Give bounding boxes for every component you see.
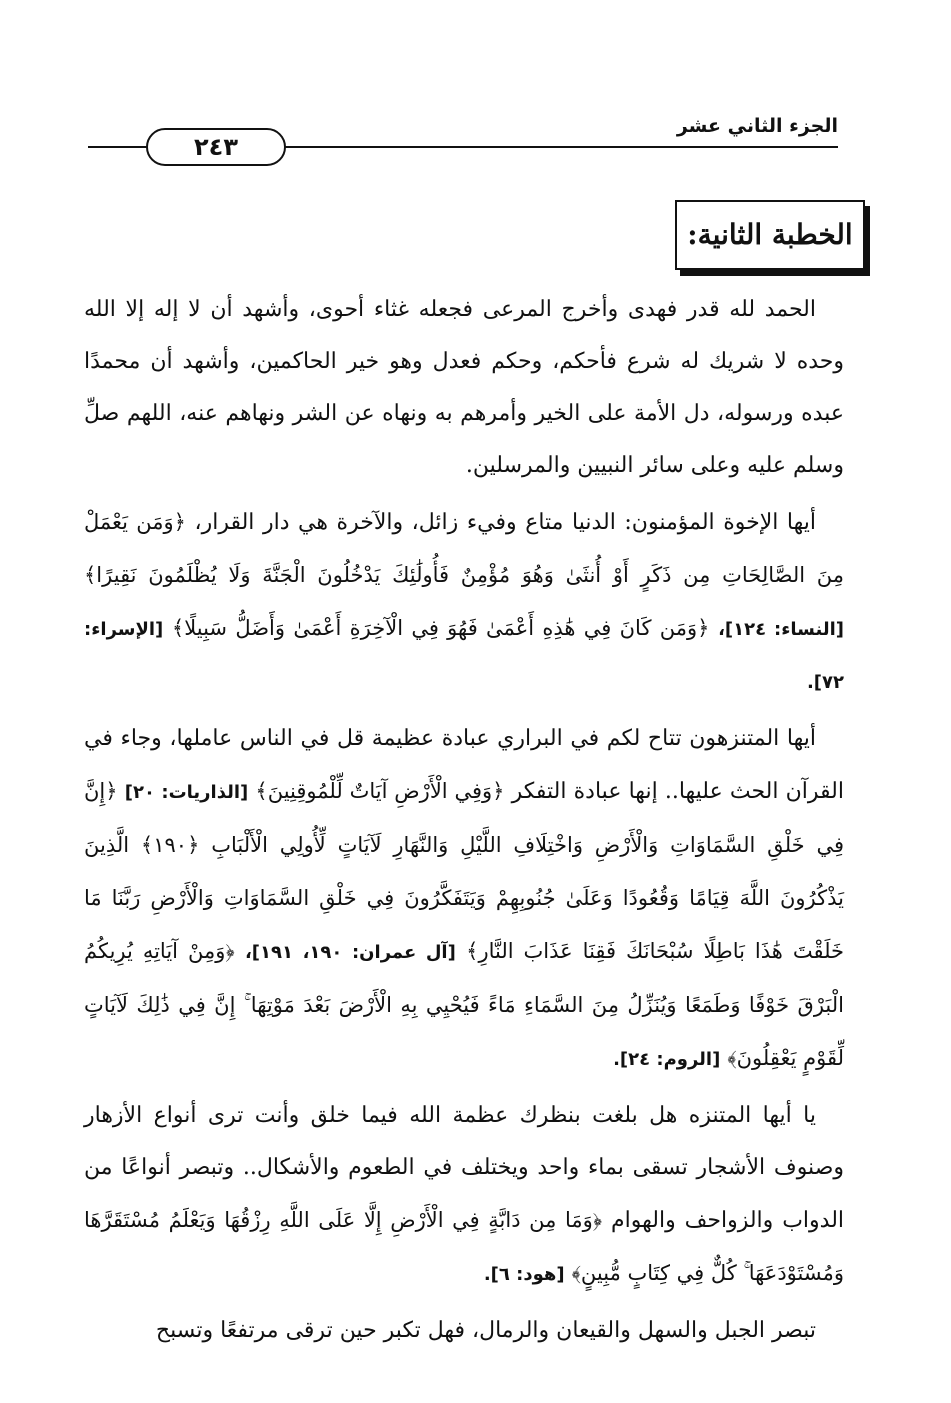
quran-verse: ﴿وَمَن يَعْمَلْ مِنَ الصَّالِحَاتِ مِن ذَكَرٍ أَوْ أُنثَىٰ وَهُوَ مُؤْمِنٌ فَأُولَٰئِكَ يَدْخُلُونَ الْجَنَّةَ وَلَا يُظْلَمُونَ نَقِيرًا﴾ bbox=[84, 510, 844, 587]
paragraph-4 bbox=[84, 1090, 844, 1301]
quran-verse: ﴿وَمَا مِن دَابَّةٍ فِي الْأَرْضِ إِلَّا عَلَى اللَّهِ رِزْقُهَا وَيَعْلَمُ مُسْتَقَرَّهَا وَمُسْتَوْدَعَهَا ۚ كُلٌّ فِي كِتَابٍ مُّبِينٍ﴾ bbox=[84, 1208, 844, 1285]
verse-reference: [آل عمران: ١٩٠، ١٩١]، bbox=[244, 942, 456, 963]
paragraph-text: يا أيها المتنزه هل بلغت بنظرك عظمة الله فيما خلق وأنت ترى أنواع الأزهار وصنوف الأشجار تسقى بماء واحد ويختلف في الطعوم والأشكال.. وتبصر أنواعًا من الدواب والزواحف والهوام bbox=[84, 1103, 845, 1233]
section-heading-box bbox=[675, 200, 865, 270]
paragraph-2 bbox=[84, 496, 844, 709]
verse-reference: [الذاريات: ٢٠] bbox=[124, 782, 249, 803]
verse-reference: [النساء: ١٢٤]، bbox=[718, 619, 844, 640]
paragraph-text: أيها المتنزهون تتاح لكم في البراري عبادة عظيمة قل في الناس عاملها، وجاء في القرآن الحث عليها.. إنها عبادة التفكر bbox=[84, 726, 844, 804]
verse-reference: [هود: ٦]. bbox=[483, 1264, 565, 1285]
quran-verse: ﴿إِنَّ فِي خَلْقِ السَّمَاوَاتِ وَالْأَرْضِ وَاخْتِلَافِ اللَّيْلِ وَالنَّهَارِ لَآيَاتٍ لِّأُولِي الْأَلْبَابِ ﴿١٩٠﴾ الَّذِينَ يَذْكُرُونَ اللَّهَ قِيَامًا وَقُعُودًا وَعَلَىٰ جُنُوبِهِمْ وَيَتَفَكَّرُونَ فِي خَلْقِ السَّمَاوَاتِ وَالْأَرْضِ رَبَّنَا مَا خَلَقْتَ هَٰذَا بَاطِلًا سُبْحَانَكَ فَقِنَا عَذَابَ النَّارِ﴾ bbox=[84, 779, 844, 963]
running-title: الجزء الثاني عشر bbox=[676, 115, 838, 137]
paragraph-5 bbox=[84, 1305, 844, 1357]
verse-reference: [الروم: ٢٤]. bbox=[613, 1049, 721, 1070]
verse-reference: [الإسراء: ٧٢]. bbox=[84, 619, 844, 693]
paragraph-1 bbox=[84, 284, 844, 492]
quran-verse: ﴿وَفِي الْأَرْضِ آيَاتٌ لِّلْمُوقِنِينَ﴾ bbox=[255, 779, 505, 803]
paragraph-text: الحمد لله قدر فهدى وأخرج المرعى فجعله غثاء أحوى، وأشهد أن لا إله إلا الله وحده لا شريك له شرع فأحكم، وحكم فعدل وهو خير الحاكمين، وأشهد أن محمدًا عبده ورسوله، دل الأمة على الخير وأمرهم به ونهاه عن الشر ونهاهم عنه، اللهم صلِّ وسلم عليه وعلى سائر النبيين والمرسلين. bbox=[84, 297, 844, 478]
quran-verse: ﴿وَمِنْ آيَاتِهِ يُرِيكُمُ الْبَرْقَ خَوْفًا وَطَمَعًا وَيُنَزِّلُ مِنَ السَّمَاءِ مَاءً فَيُحْيِي بِهِ الْأَرْضَ بَعْدَ مَوْتِهَا ۚ إِنَّ فِي ذَٰلِكَ لَآيَاتٍ لِّقَوْمٍ يَعْقِلُونَ﴾ bbox=[84, 939, 844, 1070]
quran-verse: ﴿وَمَن كَانَ فِي هَٰذِهِ أَعْمَىٰ فَهُوَ فِي الْآخِرَةِ أَعْمَىٰ وَأَضَلُّ سَبِيلًا﴾ bbox=[171, 616, 710, 640]
page-number: ٢٤٣ bbox=[146, 128, 286, 166]
body-text bbox=[84, 284, 844, 1361]
page-header bbox=[88, 110, 838, 170]
paragraph-3 bbox=[84, 713, 844, 1086]
paragraph-text: تبصر الجبل والسهل والقيعان والرمال، فهل تكبر حين ترقى مرتفعًا وتسبح bbox=[155, 1318, 816, 1343]
paragraph-text: أيها الإخوة المؤمنون: الدنيا متاع وفيء زائل، والآخرة هي دار القرار، bbox=[194, 510, 816, 535]
section-title: الخطبة الثانية: bbox=[687, 218, 853, 251]
